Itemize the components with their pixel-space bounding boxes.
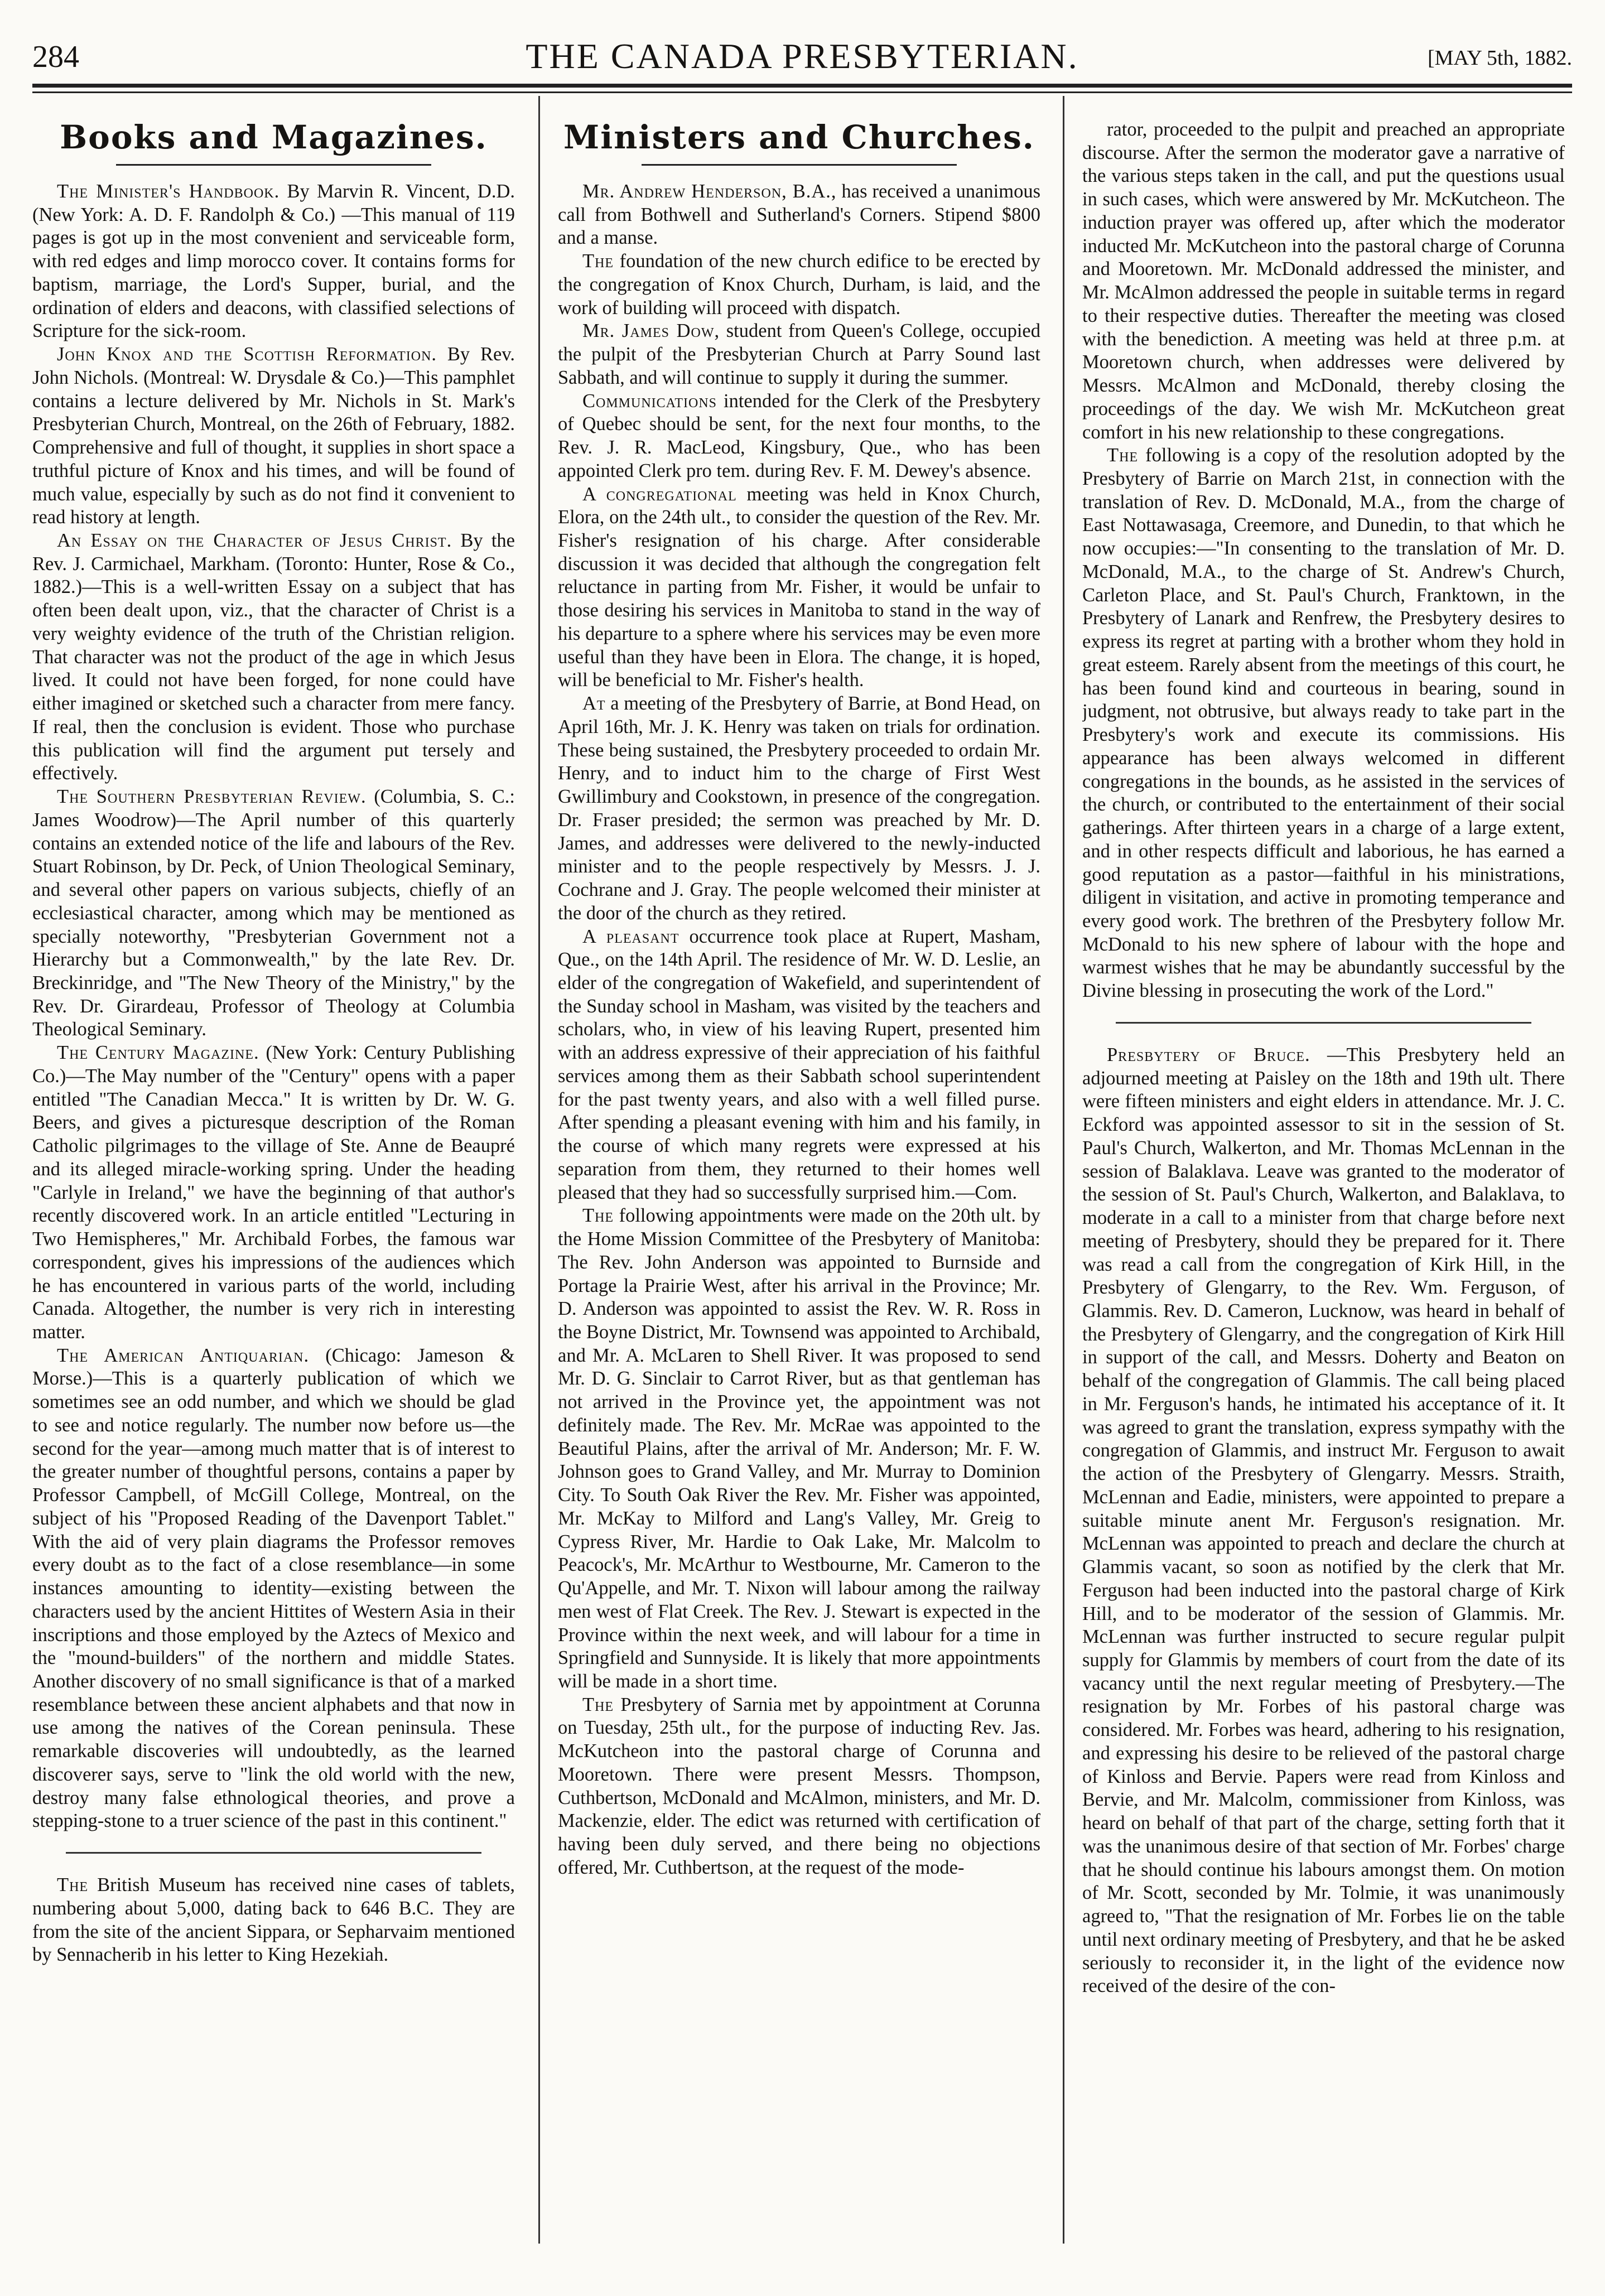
paragraph-text: —This Presbytery held an adjourned meeting at Paisley on the 18th and 19th ult. There were fifteen ministers and eight elders in attendance. Mr. J. C. Eckford was appointed assessor to sit in the session of St. Paul's Church, Walkerton, and Mr. Thomas McLennan in the session of Balaklava. Leave was granted to the moderator of the session of St. Paul's Church, Walkerton, and Balaklava, to moderate in a call to a minister from that charge before next meeting of Presbytery, should they be prepared for it. There was read a call from the congregation of Kirk Hill, in the Presbytery of Glengarry, to the Rev. Wm. Ferguson, of Glammis. Rev. D. Cameron, Lucknow, was heard in behalf of the Presbytery of Glengarry, and the congregation of Kirk Hill in support of the call, and Messrs. Doherty and Beaton on behalf of the congregation of Glammis. The call being placed in Mr. Ferguson's hands, he intimated his acceptance of it. It was agreed to grant the translation, express sympathy with the congregation of Glammis, and instruct Mr. Ferguson to await the action of the Presbytery of Glengarry. Messrs. Straith, McLennan and Eadie, ministers, were appointed to prepare a suitable minute anent Mr. Ferguson's resignation. Mr. McLennan was appointed to preach and declare the church at Glammis vacant, so soon as notified by the clerk that Mr. Ferguson had been inducted into the pastoral charge of Kirk Hill, and to be moderator of the session of Glammis. Mr. McLennan was further instructed to secure regular pulpit supply for Glammis by members of court from the date of its vacancy until the next regular meeting of Presbytery.—The resignation by Mr. Forbes of his pastoral charge was considered. Mr. Forbes was heard, adhering to his resignation, and expressing his desire to be relieved of the pastoral charge of Kinloss and Bervie. Papers were read from Kinloss and Bervie, and Mr. Malcolm, commissioner from Kinloss, was heard on behalf of that part of the charge, setting forth that it was the unanimous desire of that section of Mr. Forbes' charge that he should continue his labours amongst them. On motion of Mr. Scott, seconded by Mr. Tolmie, it was unanimously agreed to, "That the resignation of Mr. Forbes lie on the table until next ordinary meeting of Presbytery, and that he be asked seriously to reconsider it, in the light of the evidence now received of the desire of the con-: [1082, 1044, 1565, 1997]
heading-rule: [642, 164, 957, 166]
paragraph-text: British Museum has received nine cases of tablets, numbering about 5,000, dating back to 646 B.C. They are from the site of the ancient Sippara, or Sepharvaim mentioned by Sennacherib in his letter to King Hezekiah.: [32, 1874, 515, 1966]
article-paragraph: [558, 692, 1040, 925]
article-paragraph: [558, 180, 1040, 250]
page-number: 284: [32, 40, 79, 74]
article-paragraph: [558, 1694, 1040, 1880]
paragraph-lead: The: [582, 1205, 614, 1227]
paragraph-text: By Marvin R. Vincent, D.D. (New York: A. D. F. Randolph & Co.) —This manual of 119 pages is got up in the most convenient and serviceable form, with red edges and limp morocco cover. It contains forms for baptism, marriage, the Lord's Supper, burial, and the ordination of elders and deacons, with classified selections of Scripture for the sick-room.: [32, 181, 515, 342]
paragraph-text: student from Queen's College, occupied the pulpit of the Presbyterian Church at Parry Sound last Sabbath, and will continue to supply it during the summer.: [558, 320, 1040, 388]
article-paragraph: [1082, 118, 1565, 444]
paragraph-text: has received a unanimous call from Bothwell and Sutherland's Corners. Stipend $800 and a manse.: [558, 181, 1040, 249]
heading-rule: [116, 164, 431, 166]
header-rule-thin: [32, 91, 1572, 93]
article-paragraph: [32, 180, 515, 343]
header-rule: [32, 84, 1572, 88]
paragraph-lead: The: [1107, 445, 1139, 466]
column-continued: [1082, 118, 1565, 2260]
paragraph-lead: A pleasant: [582, 925, 679, 947]
paragraph-text: intended for the Clerk of the Presbytery of Quebec should be sent, for the next four months, to the Rev. J. R. MacLeod, Kingsbury, Que., who has been appointed Clerk pro tem. during Rev. F. M. Dewey's absence.: [558, 390, 1040, 481]
paragraph-lead: The American Antiquarian.: [57, 1344, 310, 1366]
paragraph-text: a meeting of the Presbytery of Barrie, at Bond Head, on April 16th, Mr. J. K. Henry was taken on trials for ordination. These being sustained, the Presbytery proceeded to ordain Mr. Henry, and to induct him to the charge of First West Gwillimbury and Cookstown, in presence of the congregation. Dr. Fraser presided; the sermon was preached by Mr. D. James, and addresses were delivered to the newly-inducted minister and to the people respectively by Messrs. J. J. Cochrane and J. Gray. The people welcomed their minister at the door of the church as they retired.: [558, 693, 1040, 924]
paragraph-lead: The: [582, 1694, 614, 1715]
masthead: [32, 33, 1572, 78]
paragraph-text: By Rev. John Nichols. (Montreal: W. Drysdale & Co.)—This pamphlet contains a lecture delivered by Mr. Nichols in St. Mark's Presbyterian Church, Montreal, on the 26th of February, 1882. Comprehensive and full of thought, it supplies in short space a truthful picture of Knox and his times, and will be found of much value, especially by such as do not find it convenient to read history at length.: [32, 344, 515, 528]
column-rule: [538, 96, 540, 2244]
article-paragraph: [558, 483, 1040, 693]
column-rule: [1063, 96, 1064, 2244]
section-heading-books: Books and Magazines.: [60, 118, 488, 156]
paragraph-lead: The Southern Presbyterian Review.: [57, 786, 367, 808]
continued-entries: [1082, 118, 1565, 1998]
article-paragraph: [1082, 1044, 1565, 1998]
paragraph-text: (New York: Century Publishing Co.)—The May number of the "Century" opens with a paper entitled "The Canadian Mecca." It is written by Dr. W. G. Beers, and gives a picturesque description of the Roman Catholic pilgrimages to the village of Ste. Anne de Beaupré and its alleged miracle-working spring. Under the heading "Carlyle in Ireland," we have the beginning of that author's recently discovered work. In an article entitled "Lecturing in Two Hemispheres," Mr. Archibald Forbes, the famous war correspondent, gives his impressions of the audiences which he has encountered in various parts of the world, including Canada. Altogether, the number is very rich in interesting matter.: [32, 1042, 515, 1343]
paragraph-lead: The: [582, 250, 614, 272]
paragraph-lead: An Essay on the Character of Jesus Christ.: [57, 530, 452, 552]
article-paragraph: [32, 1041, 515, 1344]
books-entries: [32, 180, 515, 1967]
paragraph-text: By the Rev. J. Carmichael, Markham. (Toronto: Hunter, Rose & Co., 1882.)—This is a well-written Essay on a subject that has often been dealt upon, viz., that the character of Christ is a very weighty evidence of the truth of the Christian religion. That character was not the product of the age in which Jesus lived. It could not have been forged, for none could have either imagined or sketched such a character from mere fancy. If real, then the conclusion is evident. Those who purchase this publication will find the argument put tersely and effectively.: [32, 530, 515, 784]
journal-title: THE CANADA PRESBYTERIAN.: [526, 36, 1079, 76]
article-paragraph: [32, 1874, 515, 1967]
paragraph-lead: Mr. Andrew Henderson, B.A.,: [582, 181, 837, 202]
paragraph-text: (Chicago: Jameson & Morse.)—This is a quarterly publication of which we sometimes see an odd number, and which we should be glad to see and notice regularly. The number now before us—the second for the year—among much matter that is of interest to the greater number of thoughtful persons, contains a paper by Professor Campbell, of McGill College, Montreal, on the subject of his "Proposed Reading of the Davenport Tablet." With the aid of very plain diagrams the Professor removes every doubt as to the fact of a close resemblance—in some instances amounting to identity—existing between the characters used by the ancient Hittites of Western Asia in their inscriptions and those employed by the Aztecs of Mexico and the "mound-builders" of the northern and middle States. Another discovery of no small significance is that of a marked resemblance between these ancient alphabets and that now in use among the natives of the Corean peninsula. These remarkable discoveries will undoubtedly, as the learned discoverer says, serve to "link the old world with the new, destroy many false ethnological theories, and prove a stepping-stone to a truer science of the past in this continent.": [32, 1344, 515, 1832]
article-paragraph: [32, 529, 515, 785]
paragraph-text: Presbytery of Sarnia met by appointment at Corunna on Tuesday, 25th ult., for the purpose of inducting Rev. Jas. McKutcheon into the pastoral charge of Corunna and Mooretown. There were present Messrs. Thompson, Cuthbertson, McDonald and McAlmon, ministers, and Mr. D. Mackenzie, elder. The edict was returned with certification of having been duly served, and there being no objections offered, Mr. Cuthbertson, at the request of the mode-: [558, 1694, 1040, 1878]
paragraph-lead: The: [57, 1874, 89, 1896]
paragraph-text: meeting was held in Knox Church, Elora, on the 24th ult., to consider the question of the Rev. Mr. Fisher's resignation of his charge. After considerable discussion it was decided that although the congregation felt reluctance in parting from Mr. Fisher, it would be unfair to those desiring his services in Manitoba to stand in the way of his departure to a sphere where his services may be even more useful than they have been in Elora. The change, it is hoped, will be beneficial to Mr. Fisher's health.: [558, 483, 1040, 691]
paragraph-lead: At: [582, 693, 606, 715]
paragraph-lead: Communications: [582, 390, 717, 412]
paragraph-text: rator, proceeded to the pulpit and preached an appropriate discourse. After the sermon the moderator gave a narrative of the various steps taken in the call, and put the questions usual in such cases, which were answered by Mr. McKutcheon. The induction prayer was offered up, after which the moderator inducted Mr. McKutcheon into the pastoral charge of Corunna and Mooretown. Mr. McDonald addressed the minister, and Mr. McAlmon addressed the people in suitable terms in regard to their respective duties. Thereafter the meeting was closed with the benediction. A meeting was held at three p.m. at Mooretown church, when addresses were delivered by Messrs. McAlmon and McDonald, thereby closing the proceedings of the day. We wish Mr. McKutcheon great comfort in his new relationship to these congregations.: [1082, 119, 1565, 443]
paragraph-text: following is a copy of the resolution adopted by the Presbytery of Barrie on March 21st, in connection with the translation of Rev. D. McDonald, M.A., from the charge of East Nottawasaga, Creemore, and Dunedin, to that which he now occupies:—"In consenting to the translation of Mr. D. McDonald, M.A., to the charge of St. Andrew's Church, Carleton Place, and St. Paul's Church, Franktown, in the Presbytery of Lanark and Renfrew, the Presbytery desires to express its regret at parting with a brother whom they hold in great esteem. Rarely absent from the meetings of this court, he has been found kind and courteous in bearing, sound in judgment, not obtrusive, but always ready to take part in the Presbytery's work and execute its commissions. His appearance has been always welcomed in different congregations in the bounds, as he assisted in the services of the church, or contributed to the entertainment of their social gatherings. After thirteen years in a charge of a large extent, and in other respects difficult and laborious, he has earned a good reputation as a pastor—faithful in his ministrations, diligent in visitation, and active in promoting temperance and every good work. The brethren of the Presbytery follow Mr. McDonald to his new sphere of labour with the hope and warmest wishes that he may be abundantly successful by the Divine blessing in prosecuting the work of the Lord.": [1082, 445, 1565, 1002]
paragraph-lead: Presbytery of Bruce.: [1107, 1044, 1310, 1065]
article-paragraph: [32, 1344, 515, 1833]
article-paragraph: [1082, 444, 1565, 1003]
section-divider: [1116, 1022, 1531, 1024]
article-paragraph: [32, 343, 515, 529]
paragraph-lead: The Minister's Handbook.: [57, 181, 280, 202]
paragraph-lead: John Knox and the Scottish Reformation.: [57, 344, 437, 365]
article-paragraph: [558, 925, 1040, 1205]
article-paragraph: [32, 785, 515, 1041]
ministers-entries: [558, 180, 1040, 1880]
paragraph-text: foundation of the new church edifice to be erected by the congregation of Knox Church, Durham, is laid, and the work of building will proceed with dispatch.: [558, 250, 1040, 319]
paragraph-text: following appointments were made on the 20th ult. by the Home Mission Committee of the Presbytery of Manitoba: The Rev. John Anderson was appointed to Burnside and Portage la Prairie West, after his arrival in the Province; Mr. D. Anderson was appointed to assist the Rev. W. R. Ross in the Boyne District, Mr. Townsend was appointed to Archibald, and Mr. A. McLaren to Shell River. It was proposed to send Mr. D. G. Sinclair to Carrot River, but as that gentleman has not arrived in the Province yet, the appointment was not definitely made. The Rev. Mr. McRae was appointed to the Beautiful Plains, after the arrival of Mr. Anderson; Mr. F. W. Johnson goes to Grand Valley, and Mr. Murray to Dominion City. To South Oak River the Rev. Mr. Fisher was appointed, Mr. McKay to Milford and Lang's Valley, Mr. Greig to Cypress River, Mr. Hardie to Oak Lake, Mr. Malcolm to Peacock's, Mr. McArthur to Westbourne, Mr. Cameron to the Qu'Appelle, and Mr. T. Nixon will labour among the railway men west of Flat Creek. The Rev. J. Stewart is expected in the Province within the next week, and will labour for a time in Springfield and Sunnyside. It is likely that more appointments will be made in a short time.: [558, 1205, 1040, 1692]
paragraph-text: occurrence took place at Rupert, Masham, Que., on the 14th April. The residence of Mr. W. D. Leslie, an elder of the congregation of Wakefield, and superintendent of the Sunday school in Masham, was visited by the teachers and scholars, who, in view of his leaving Rupert, presented him with an address expressive of their appreciation of his faithful services among them as their Sabbath school superintendent for the past twenty years, and also with a well filled purse. After spending a pleasant evening with him and his family, in the course of which many regrets were expressed at his separation from them, they returned to their homes well pleased that they had so successfully surprised him.—Com.: [558, 925, 1040, 1203]
column-ministers: [558, 118, 1040, 2260]
article-paragraph: [558, 1204, 1040, 1693]
article-paragraph: [558, 320, 1040, 389]
paragraph-lead: Mr. James Dow,: [582, 320, 720, 342]
column-books: [32, 118, 515, 2260]
section-divider: [66, 1852, 481, 1854]
issue-date: [MAY 5th, 1882.: [1428, 46, 1572, 70]
article-paragraph: [558, 250, 1040, 320]
section-heading-ministers: Ministers and Churches.: [563, 118, 1035, 156]
article-paragraph: [558, 390, 1040, 483]
paragraph-lead: A congregational: [582, 483, 737, 505]
paragraph-text: (Columbia, S. C.: James Woodrow)—The April number of this quarterly contains an extended notice of the life and labours of the Rev. Stuart Robinson, by Dr. Peck, of Union Theological Seminary, and several other papers on various subjects, chiefly of an ecclesiastical character, among which may be mentioned as specially noteworthy, "Presbyterian Government not a Hierarchy but a Commonwealth," by the late Rev. Dr. Breckinridge, and "The New Theory of the Ministry," by the Rev. Dr. Girardeau, Professor of Theology at Columbia Theological Seminary.: [32, 786, 515, 1040]
paragraph-lead: The Century Magazine.: [57, 1042, 259, 1064]
